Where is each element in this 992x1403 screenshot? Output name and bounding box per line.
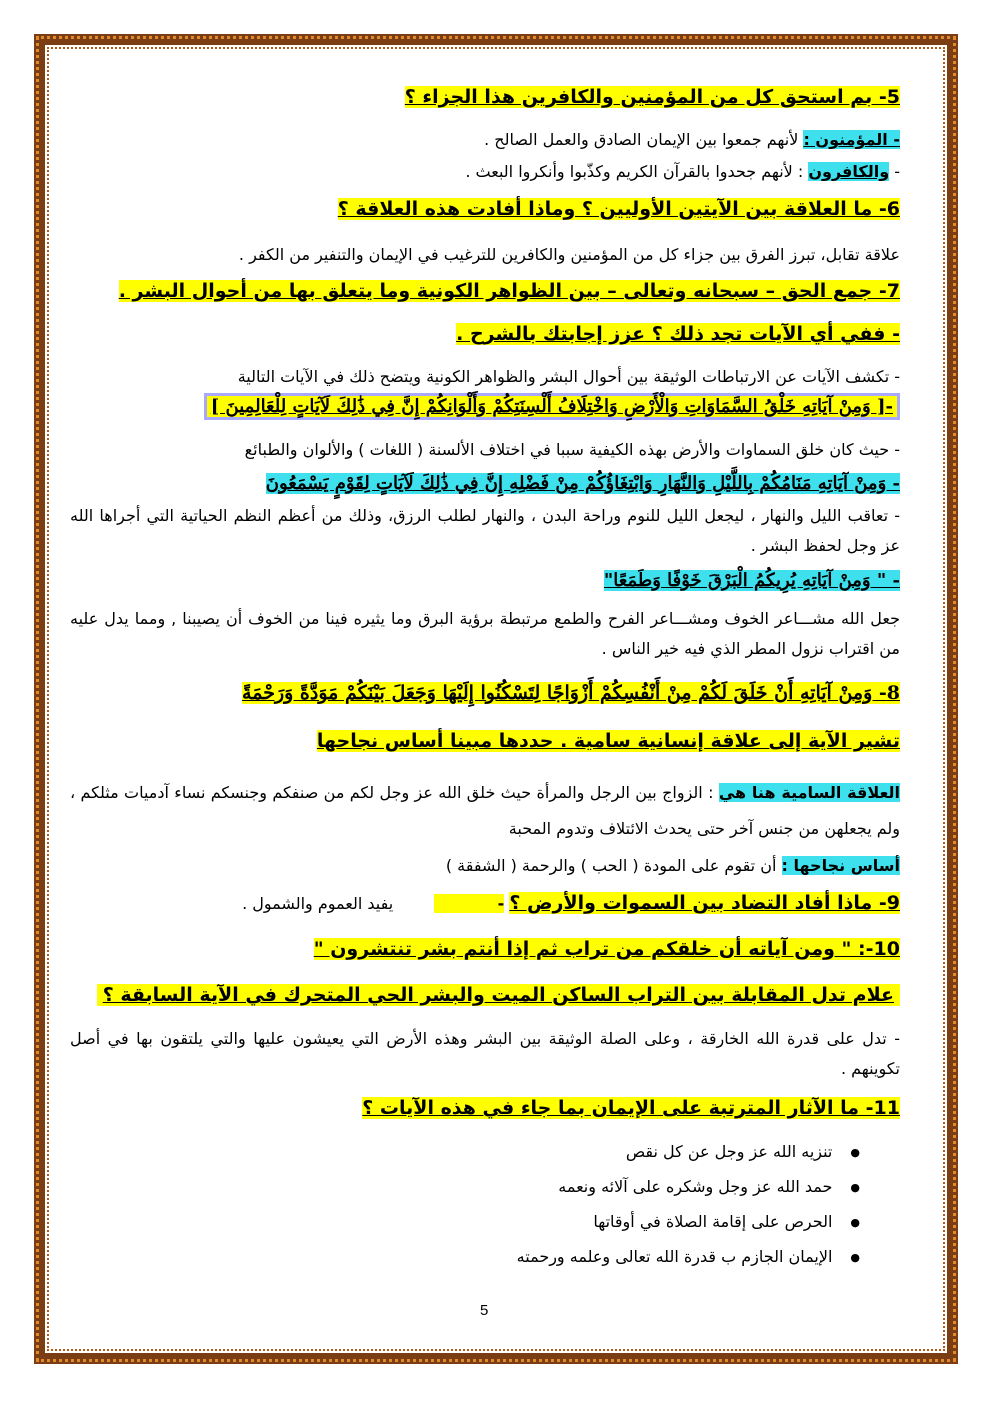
verse-2: - وَمِنْ آيَاتِهِ مَنَامُكُمْ بِاللَّيْلِ وَالنَّهَارِ وَابْتِغَاؤُكُمْ مِنْ فَضْلِهِ إِنَّ فِي ذَٰلِكَ لَآيَاتٍ لِقَوْمٍ يَسْمَعُونَ [265, 473, 900, 494]
list-item: ● الإيمان الجازم ب قدرة الله تعالى وعلمه ورحمته [160, 1239, 860, 1274]
verse-1: -[ وَمِنْ آيَاتِهِ خَلْقُ السَّمَاوَاتِ وَالْأَرْضِ وَاخْتِلَافُ أَلْسِنَتِكُمْ وَأَلْوَانِكُمْ إِنَّ فِي ذَٰلِكَ لَآيَاتٍ لِلْعَالِمِينَ ] [204, 393, 900, 420]
q7-subheading [70, 323, 900, 345]
q5-heading [70, 86, 900, 108]
q7-verse2-line [70, 473, 900, 494]
q7-heading [70, 280, 900, 302]
q5-title: 5- بم استحق كل من المؤمنين والكافرين هذا الجزاء ؟ [404, 86, 900, 108]
q8-title: 8- وَمِنْ آيَاتِهِ أَنْ خَلَقَ لَكُمْ مِنْ أَنْفُسِكُمْ أَزْوَاجًا لِتَسْكُنُوا إِلَيْهَا وَجَعَلَ بَيْنَكُمْ مَوَدَّةً وَرَحْمَةً [242, 682, 900, 704]
list-item: ● الحرص على إقامة الصلاة في أوقاتها [160, 1204, 860, 1239]
relation-label: العلاقة السامية هنا هي [718, 783, 900, 802]
q7-intro: - تكشف الآيات عن الارتباطات الوثيقة بين أحوال البشر والظواهر الكونية ويتضح ذلك في الآيات التالية [237, 367, 900, 386]
q5-disbelievers-line [70, 162, 900, 181]
page-number: 5 [480, 1302, 489, 1319]
q10-answer: - تدل على قدرة الله الخارقة ، وعلى الصلة الوثيقة بين البشر وهذه الأرض التي يعيشون عليها والتي يلتقون بها في أصل تكوينهم . [70, 1029, 900, 1078]
q10-heading [70, 938, 900, 960]
q10-sub-title: علام تدل المقابلة بين التراب الساكن الميت والبشر الحي المتحرك في الآية السابقة ؟ [97, 984, 900, 1006]
q9-title: 9- ماذا أفاد التضاد بين السموات والأرض ؟ [509, 892, 900, 914]
disbelievers-text: : لأنهم جحدوا بالقرآن الكريم وكذّبوا وأنكروا البعث . [465, 162, 809, 181]
believers-label: - المؤمنون : [803, 130, 900, 149]
list-item: ● حمد الله عز وجل وشكره على آلائه ونعمه [160, 1169, 860, 1204]
q7-sub-title: - ففي أي الآيات تجد ذلك ؟ عزز إجابتك بالشرح . [456, 323, 900, 345]
q5-believers-line [70, 130, 900, 149]
q9-line [70, 892, 900, 914]
q8-heading [70, 682, 900, 704]
list-item: ● تنزيه الله عز وجل عن كل نقص [160, 1134, 860, 1169]
disbelievers-label: والكافرون [808, 162, 890, 181]
basis-label: أساس نجاحها : [781, 856, 900, 875]
basis-text: أن تقوم على المودة ( الحب ) والرحمة ( الشفقة ) [445, 856, 782, 875]
q11-title: 11- ما الآثار المترتبة على الإيمان بما جاء في هذه الآيات ؟ [362, 1097, 900, 1119]
q7-title: 7- جمع الحق – سبحانه وتعالى – بين الظواهر الكونية وما يتعلق بها من أحوال البشر . [118, 280, 900, 302]
q10-title: 10-: " ومن آياته أن خلقكم من تراب ثم إذا أنتم بشر تنتشرون " [313, 938, 900, 960]
q9-dash: - [434, 894, 504, 913]
q7-explain2: - تعاقب الليل والنهار ، ليجعل الليل للنوم وراحة البدن ، والنهار لطلب الرزق، وذلك من أعظم النظم الحياتية التي أجراها الله عز وجل لحفظ البشر . [70, 506, 900, 555]
q6-answer: علاقة تقابل، تبرز الفرق بين جزاء كل من المؤمنين والكافرين للترغيب في الإيمان والتنفير من الكفر . [238, 245, 900, 264]
q7-explain3: جعل الله مشـــاعر الخوف ومشـــاعر الفرح والطمع مرتبطة برؤية البرق وما يثيره فينا من الخوف أن يصيبنا , ومما يدل عليه من اقتراب نزول المطر الذي فيه خير الناس . [70, 609, 900, 658]
q7-verse1-line [70, 396, 900, 417]
q8-basis-line [70, 856, 900, 875]
disbelievers-prefix: - [889, 162, 900, 181]
q11-heading [70, 1097, 900, 1119]
q7-verse3-line [70, 570, 900, 591]
q6-title: 6- ما العلاقة بين الآيتين الأوليين ؟ وماذا أفادت هذه العلاقة ؟ [337, 198, 900, 220]
q11-points-list [160, 1134, 900, 1274]
q7-explain1: - حيث كان خلق السماوات والأرض بهذه الكيفية سببا في اختلاف الألسنة ( اللغات ) والألوان والطبائع [244, 440, 900, 459]
relation-text: : الزواج بين الرجل والمرأة حيث خلق الله عز وجل لكم من صنفكم وجنسكم نساء آدميات مثلكم ، ولم يجعلهن من جنس آخر حتى يحدث الائتلاف وتدوم المحبة [70, 783, 900, 838]
q8-relation [70, 775, 900, 847]
q8-sub-title: تشير الآية إلى علاقة إنسانية سامية . حددها مبينا أساس نجاحها [316, 730, 900, 752]
verse-3: - " وَمِنْ آيَاتِهِ يُرِيكُمُ الْبَرْقَ خَوْفًا وَطَمَعًا" [603, 570, 900, 591]
q9-answer: يفيد العموم والشمول . [242, 894, 394, 913]
q10-subheading [70, 984, 900, 1006]
q8-subheading [70, 730, 900, 752]
q6-heading [70, 198, 900, 220]
believers-text: لأنهم جمعوا بين الإيمان الصادق والعمل الصالح . [484, 130, 804, 149]
